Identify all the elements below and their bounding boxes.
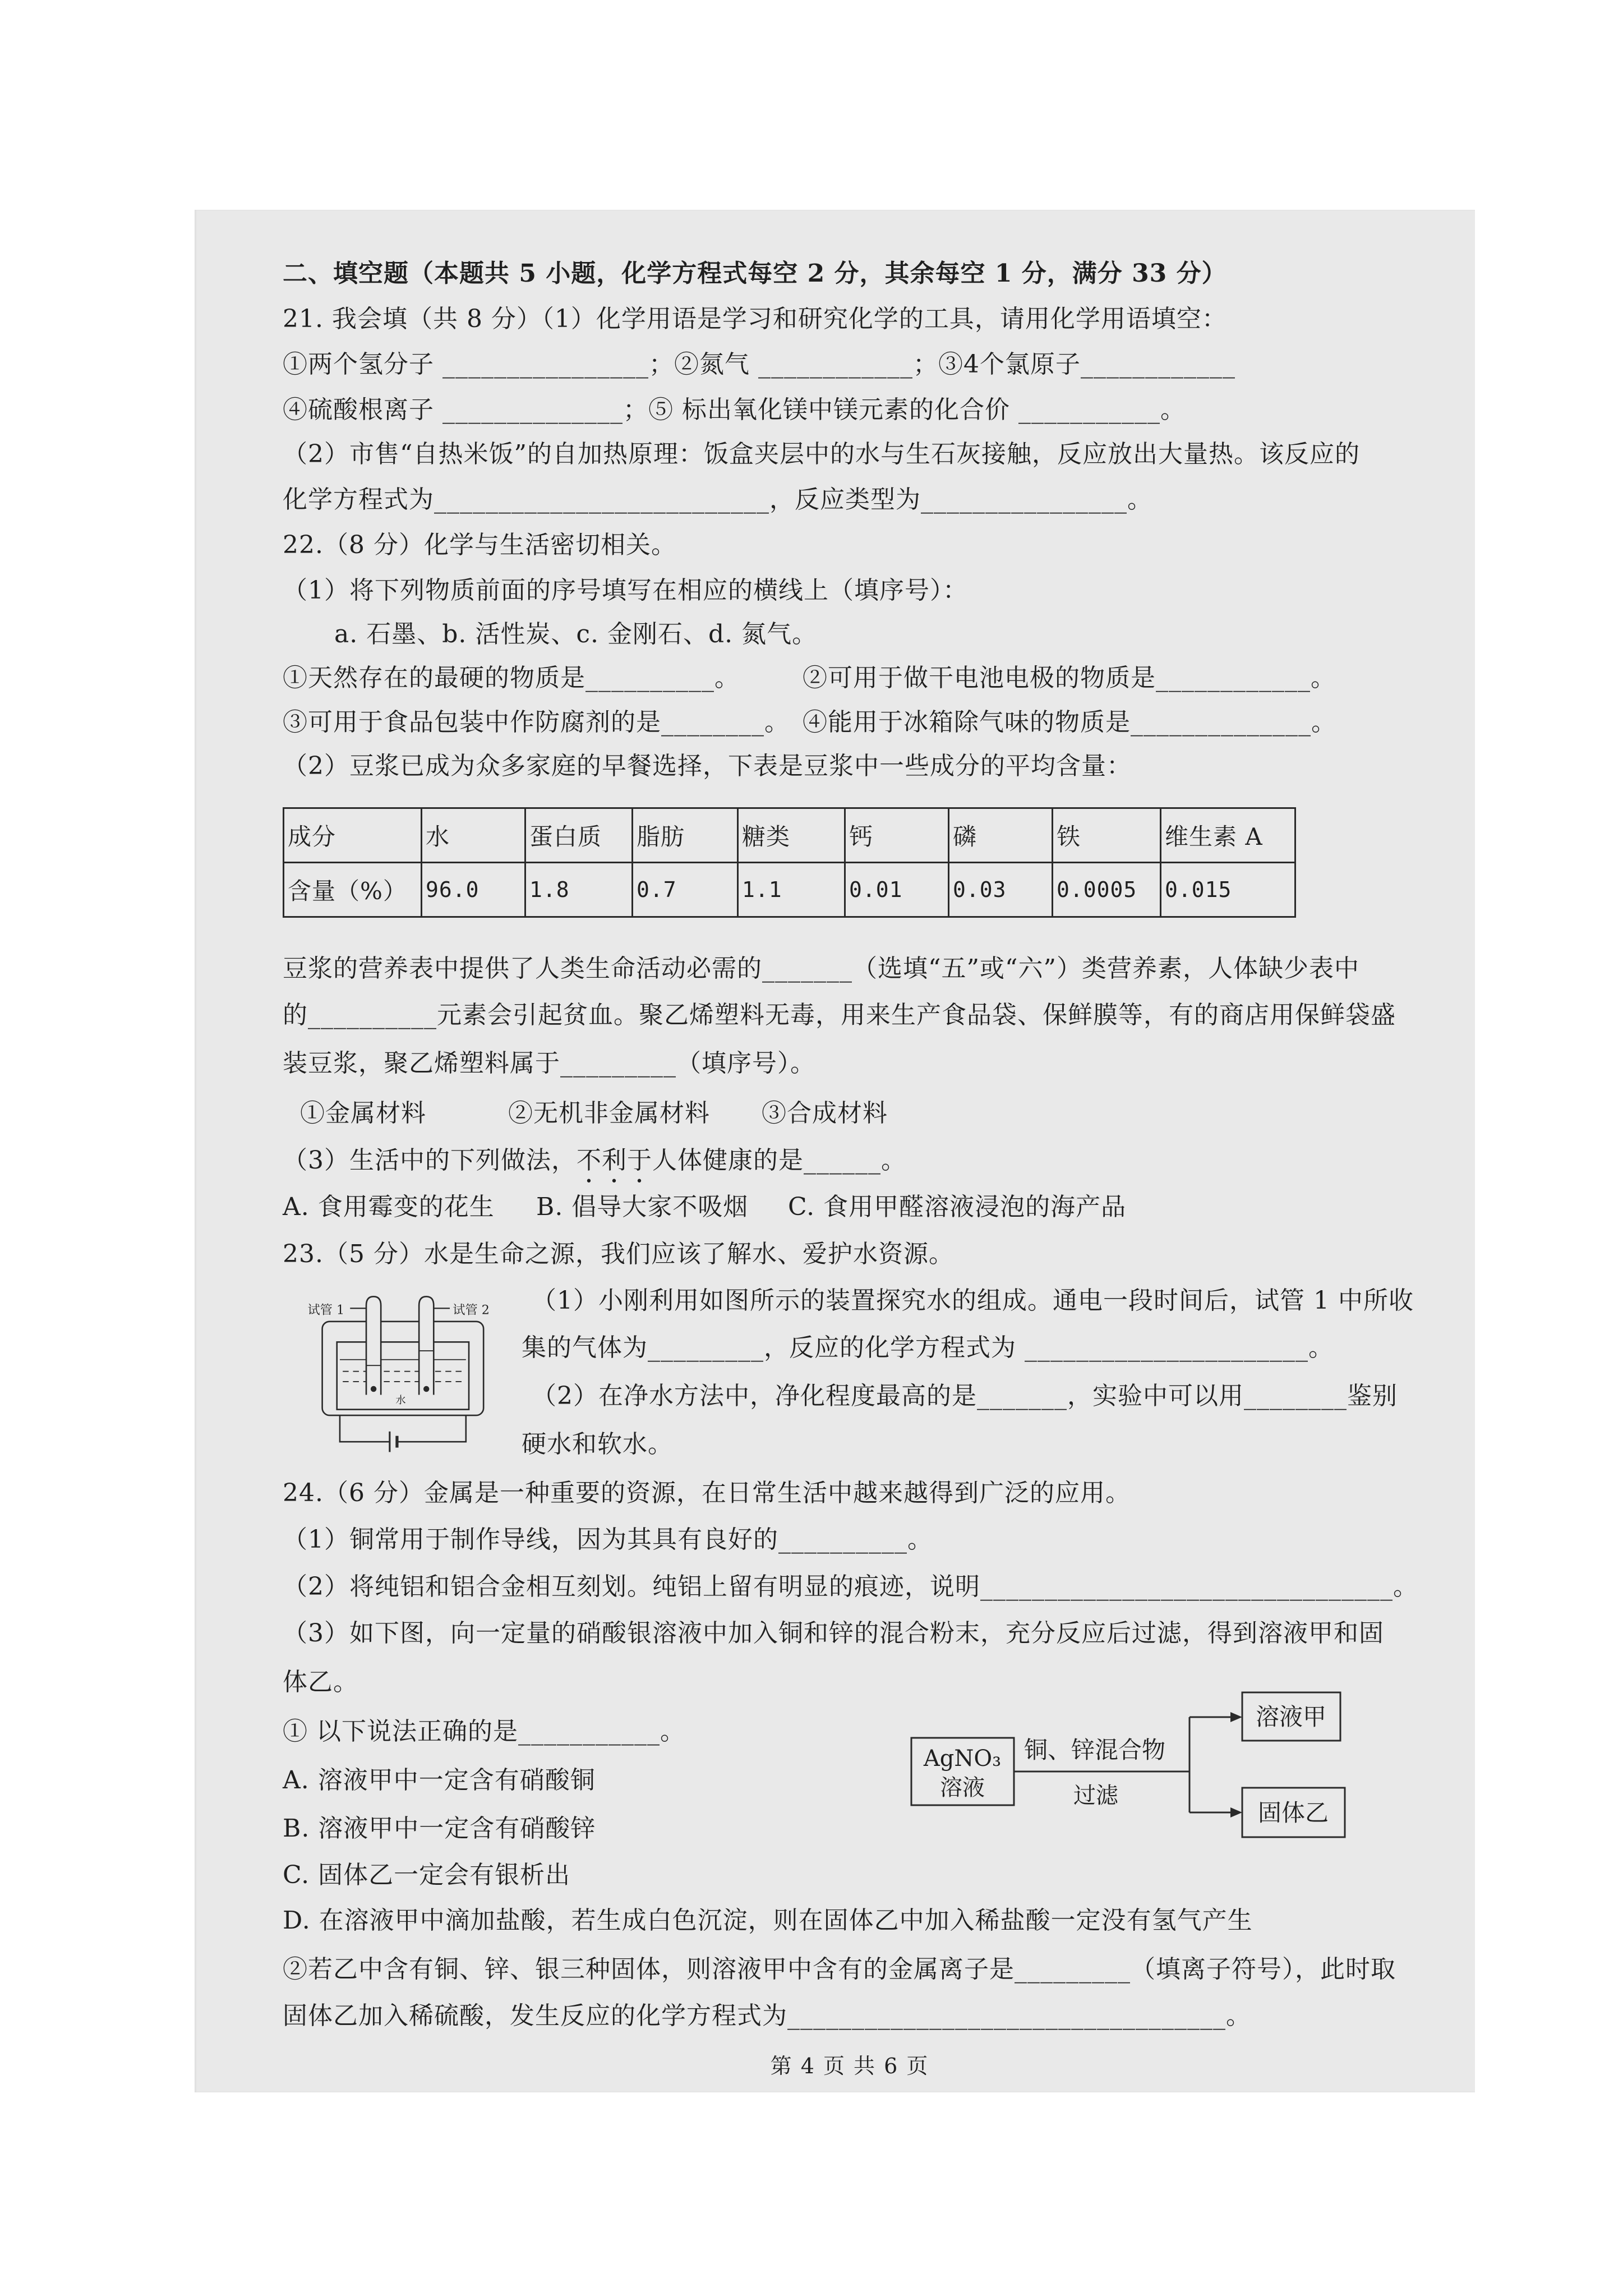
table-header-cell: 糖类 xyxy=(738,808,845,863)
table-header-cell: 成分 xyxy=(284,808,422,863)
water-surface-lines xyxy=(340,1360,466,1382)
q23-part1-line-1: （1）小刚利用如图所示的装置探究水的组成。通电一段时间后，试管 1 中所收 xyxy=(532,1286,1414,1315)
reaction-flowchart xyxy=(897,1683,1357,1846)
test-tube-1 xyxy=(366,1296,381,1395)
electrode-2 xyxy=(423,1386,429,1392)
q22-part3-emphasis: 不利于 xyxy=(577,1146,652,1175)
q22-part2-line-2: 的__________元素会引起贫血。聚乙烯塑料无毒，用来生产食品袋、保鲜膜等，有的商店用保鲜袋盛 xyxy=(283,1001,1396,1029)
flowchart-operation-label: 过滤 xyxy=(1073,1783,1118,1809)
left-wire xyxy=(340,1415,390,1442)
q22-item-1: ①天然存在的最硬的物质是__________。 xyxy=(283,664,740,692)
table-header-cell: 铁 xyxy=(1053,808,1161,863)
q24-sub1-option: A. 溶液甲中一定含有硝酸铜 xyxy=(283,1766,596,1795)
q22-part3-suffix: 人体健康的是______。 xyxy=(652,1146,906,1175)
q22-item-2: ②可用于做干电池电极的物质是____________。 xyxy=(803,664,1336,692)
table-cell: 0.0005 xyxy=(1053,863,1161,917)
table-cell: 0.015 xyxy=(1161,863,1295,917)
q22-part3-prefix: （3）生活中的下列做法， xyxy=(283,1146,577,1175)
q22-part3-question xyxy=(283,1145,906,1189)
q22-part2-line-1: 豆浆的营养表中提供了人类生命活动必需的_______（选填“五”或“六”）类营养素，人体缺少表中 xyxy=(283,954,1359,983)
test-tube-2 xyxy=(419,1296,434,1395)
table-header-cell: 钙 xyxy=(845,808,949,863)
q23-part1-line-2: 集的气体为_________，反应的化学方程式为 ______________________。 xyxy=(522,1333,1334,1362)
flowchart-reagent-label: 铜、锌混合物 xyxy=(1024,1736,1166,1764)
q24-part3-line-2: 体乙。 xyxy=(283,1668,358,1696)
table-row-label: 含量（%） xyxy=(284,863,422,917)
q24-sub1-option: B. 溶液甲中一定含有硝酸锌 xyxy=(283,1814,596,1843)
flowchart-start-solution: 溶液 xyxy=(940,1775,985,1801)
q23-part2-line-1: （2）在净水方法中，净化程度最高的是_______，实验中可以用________鉴别 xyxy=(532,1382,1398,1410)
table-cell: 1.8 xyxy=(525,863,633,917)
test-tube-2-label: 试管 2 xyxy=(453,1303,490,1318)
table-cell: 0.01 xyxy=(845,863,949,917)
electrode-1 xyxy=(371,1386,376,1392)
q21-intro: 21. 我会填（共 8 分）（1）化学用语是学习和研究化学的工具，请用化学用语填空： xyxy=(283,305,1227,333)
q22-part3-option: B. 倡导大家不吸烟 xyxy=(536,1193,749,1221)
q23-part2-line-2: 硬水和软水。 xyxy=(522,1430,673,1458)
q22-part1-instruction: （1）将下列物质前面的序号填写在相应的横线上（填序号）： xyxy=(283,576,968,605)
nutrition-table xyxy=(283,807,1296,918)
q22-title: 22.（8 分）化学与生活密切相关。 xyxy=(283,531,676,559)
electrolysis-apparatus-diagram xyxy=(302,1286,507,1465)
q22-material-option: ①金属材料 xyxy=(300,1099,426,1128)
q21-blanks-row-2: ④硫酸根离子 ______________；⑤ 标出氧化镁中镁元素的化合价 ___________。 xyxy=(283,395,1186,424)
section-heading: 二、填空题（本题共 5 小题，化学方程式每空 2 分，其余每空 1 分，满分 33 分） xyxy=(283,259,1227,288)
table-header-row xyxy=(284,808,1295,863)
table-row xyxy=(284,863,1295,917)
table-cell: 0.03 xyxy=(949,863,1053,917)
flowchart-start-formula: AgNO₃ xyxy=(923,1746,1002,1772)
q22-item-3: ③可用于食品包装中作防腐剂的是________。 xyxy=(283,708,790,737)
q23-title: 23.（5 分）水是生命之源，我们应该了解水、爱护水资源。 xyxy=(283,1240,954,1268)
q22-material-option: ③合成材料 xyxy=(762,1099,888,1128)
flowchart-output-solution-label: 溶液甲 xyxy=(1255,1703,1327,1731)
q24-part3-line-1: （3）如下图，向一定量的硝酸银溶液中加入铜和锌的混合粉末，充分反应后过滤，得到溶液甲和固 xyxy=(283,1619,1384,1648)
table-cell: 0.7 xyxy=(633,863,738,917)
q24-part1: （1）铜常用于制作导线，因为其具有良好的__________。 xyxy=(283,1525,933,1554)
table-header-cell: 蛋白质 xyxy=(525,808,633,863)
q22-material-option: ②无机非金属材料 xyxy=(508,1099,710,1128)
q22-part3-option: C. 食用甲醛溶液浸泡的海产品 xyxy=(788,1193,1127,1221)
q24-sub2-line-2: 固体乙加入稀硫酸，发生反应的化学方程式为__________________________________。 xyxy=(283,2001,1251,2030)
test-tube-1-label: 试管 1 xyxy=(307,1303,345,1318)
flowchart-output-solid-label: 固体乙 xyxy=(1257,1799,1329,1826)
table-header-cell: 水 xyxy=(422,808,525,863)
q24-sub1-option: C. 固体乙一定会有银析出 xyxy=(283,1861,571,1889)
q24-sub2-line-1: ②若乙中含有铜、锌、银三种固体，则溶液甲中含有的金属离子是_________（填离子符号），此时取 xyxy=(283,1955,1396,1984)
page-footer: 第 4 页 共 6 页 xyxy=(770,2054,929,2078)
q22-part2-line-3: 装豆浆，聚乙烯塑料属于_________（填序号）。 xyxy=(283,1049,815,1078)
q24-sub1-option: D. 在溶液甲中滴加盐酸，若生成白色沉淀，则在固体乙中加入稀盐酸一定没有氢气产生 xyxy=(283,1906,1253,1935)
q21-part2-line-2: 化学方程式为__________________________，反应类型为________________。 xyxy=(283,485,1152,514)
q24-part2: （2）将纯铝和铝合金相互刻划。纯铝上留有明显的痕迹，说明________________________________。 xyxy=(283,1572,1418,1601)
q24-sub1-question: ① 以下说法正确的是___________。 xyxy=(283,1717,685,1746)
table-header-cell: 维生素 A xyxy=(1161,808,1295,863)
q22-part3-option: A. 食用霉变的花生 xyxy=(283,1193,495,1221)
q21-blanks-row-1: ①两个氢分子 ________________；②氮气 ____________；③4个氯原子____________ xyxy=(283,350,1235,379)
table-cell: 1.1 xyxy=(738,863,845,917)
table-header-cell: 脂肪 xyxy=(633,808,738,863)
q21-part2-line-1: （2）市售“自热米饭”的自加热原理：饭盒夹层中的水与生石灰接触，反应放出大量热。该反应的 xyxy=(283,440,1360,468)
q24-title: 24.（6 分）金属是一种重要的资源，在日常生活中越来越得到广泛的应用。 xyxy=(283,1479,1131,1507)
right-wire xyxy=(397,1415,466,1442)
arrowhead-bottom xyxy=(1230,1807,1242,1818)
q22-substance-list: a. 石墨、b. 活性炭、c. 金刚石、d. 氮气。 xyxy=(334,620,818,648)
table-header-cell: 磷 xyxy=(949,808,1053,863)
water-label: 水 xyxy=(395,1395,406,1407)
q22-part2-instruction: （2）豆浆已成为众多家庭的早餐选择，下表是豆浆中一些成分的平均含量： xyxy=(283,752,1132,780)
table-cell: 96.0 xyxy=(422,863,525,917)
q22-item-4: ④能用于冰箱除气味的物质是______________。 xyxy=(803,708,1336,737)
arrowhead-top xyxy=(1230,1712,1242,1722)
